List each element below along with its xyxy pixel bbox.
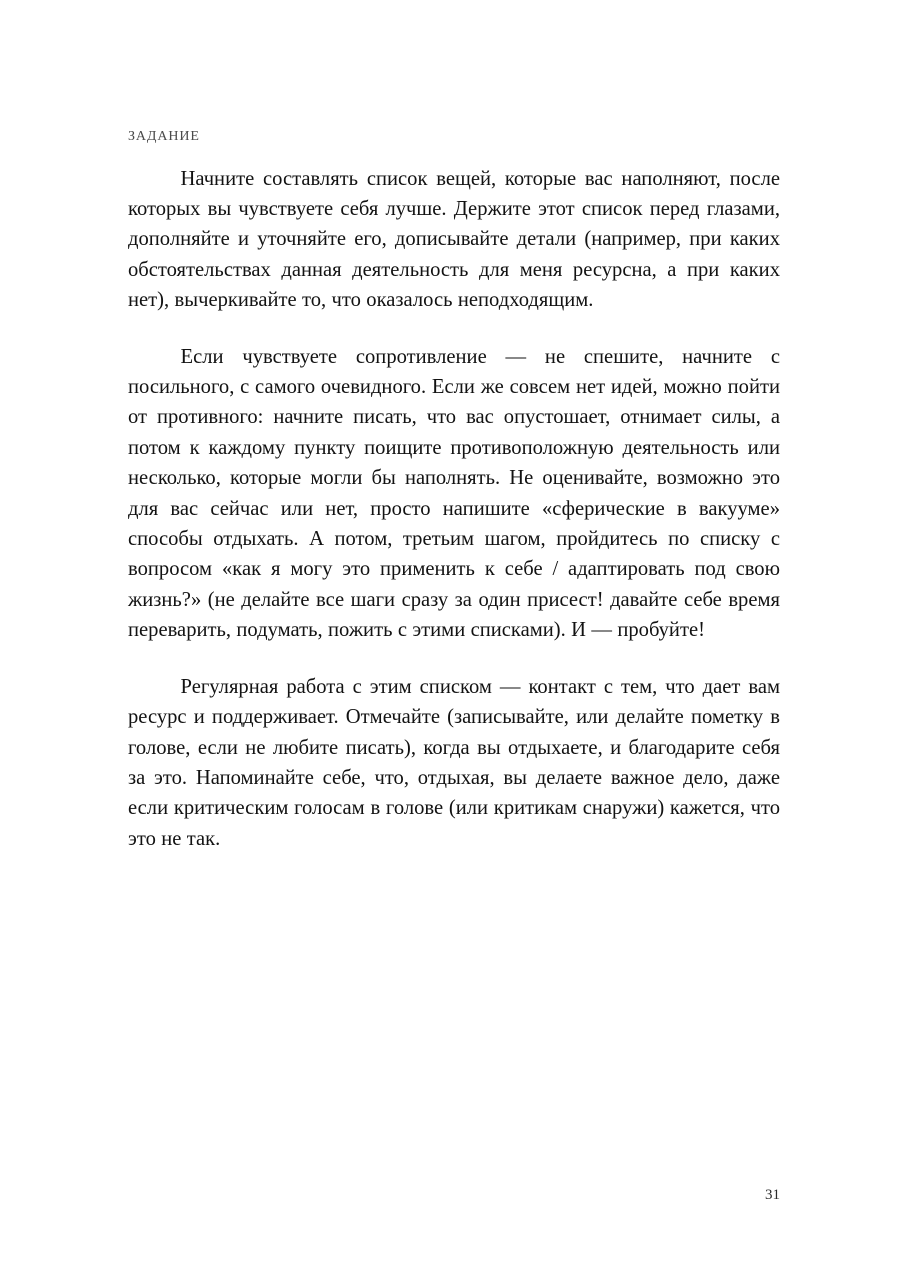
body-paragraph: Если чувствуете сопротивление — не спешите, начните с посильного, с самого очевидного. Если же совсем нет идей, можно пойти от противного: начните писать, что вас опустошает, отнимает силы, а потом к каждому пункту поищите противоположную деятельность или несколько, которые могли бы наполнять. Не оценивайте, возможно это для вас сейчас или нет, просто напишите «сферические в вакууме» способы отдыхать. А потом, третьим шагом, пройдитесь по списку с вопросом «как я могу это применить к себе / адаптировать под свою жизнь?» (не делайте все шаги сразу за один присест! давайте себе время переварить, подумать, пожить с этими списками). И — пробуйте! bbox=[128, 345, 780, 642]
body-paragraph: Регулярная работа с этим списком — контакт с тем, что дает вам ресурс и поддерживает. Отмечайте (записывайте, или делайте пометку в голове, если не любите писать), когда вы отдыхаете, и благодарите себя за это. Напоминайте себе, что, отдыхая, вы делаете важное дело, даже если критическим голосам в голове (или критикам снаружи) кажется, что это не так. bbox=[128, 675, 780, 850]
section-heading-task: задание bbox=[128, 123, 200, 145]
body-paragraph: Начните составлять список вещей, которые вас наполняют, после которых вы чувствуете себя лучше. Держите этот список перед глазами, дополняйте и уточняйте его, дописывайте детали (например, при каких обстоятельствах данная деятельность для меня ресурсна, а при каких нет), вычеркивайте то, что оказалось неподходящим. bbox=[128, 167, 780, 312]
page-content bbox=[128, 122, 780, 854]
page-number: 31 bbox=[765, 1187, 780, 1203]
